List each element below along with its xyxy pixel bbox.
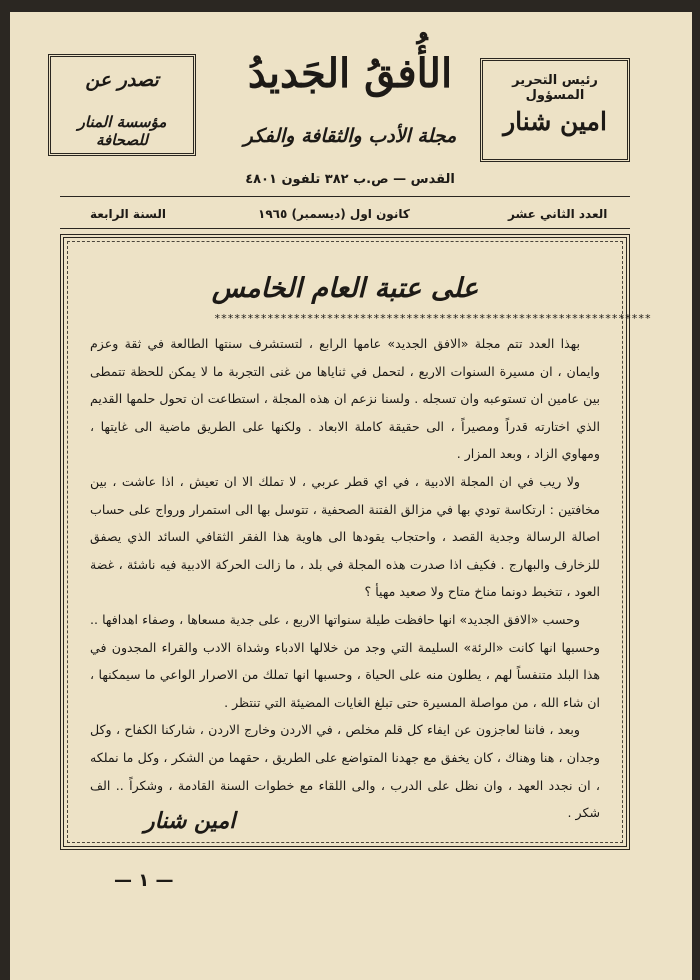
editorial-heading: على عتبة العام الخامس bbox=[211, 273, 479, 304]
magazine-subtitle: مجلة الأدب والثقافة والفكر bbox=[243, 125, 457, 147]
editor-role: رئيس التحرير المسؤول bbox=[512, 73, 598, 103]
issue-number: العدد الثاني عشر bbox=[508, 207, 608, 221]
editorial-body bbox=[90, 330, 600, 827]
paragraph: وحسب «الافق الجديد» انها حافظت طيلة سنواتها الاربع ، على جدية مسعاها ، وصفاء اهدافها .. وحسبها انها كانت «الرئة» السليمة التي وجد من خلالها الادباء وشداة الادب والقراء المجدون في هذا البلد متنفساً لهم ، يطلون منه على الحياة ، وحسبها انها تملك من الاصرار الواعي ما سيمكنها ، ان شاء الله ، من مواصلة المسيرة حتى تبلغ الغايات المضيئة التي تنتظر . bbox=[90, 611, 600, 710]
issue-date: كانون اول (ديسمبر) ١٩٦٥ bbox=[258, 207, 410, 221]
editorial-frame bbox=[60, 234, 652, 850]
paragraph: ولا ريب في ان المجلة الادبية ، في اي قطر عربي ، لا تملك الا ان تعيش ، اذا عاشت ، بين مخافتين : ارتكاسة تودي بها في مزالق الفتنة الصحفية ، تتوسل بها الى استمرار ورواج على حساب اصالة الرسالة وجدية القصد ، واحتجاب يقودها الى هاوية هذا الفقر الثقافي السائد الذي يصفق للزخارف والبهارج . فكيف اذا صدرت هذه المجلة في بلد ، ما زالت الحركة الادبية فيه ناشئة ، غضة العود ، تتخبط دونما مناخ متاح ولا صعيد مهيأ ؟ bbox=[90, 473, 600, 600]
editor-name: امين شنار bbox=[503, 107, 607, 136]
volume-year: السنة الرابعة bbox=[90, 207, 166, 221]
paragraph: بهذا العدد تتم مجلة «الافق الجديد» عامها الرابع ، لتستشرف سنتها الطالعة في ثقة وعزم وايمان ، ان مسيرة السنوات الاربع ، لتحمل في ثناياها من غنى التجربة ما لا يمكن للحظة تتمطى بين عامين ان تستوعبه وان تسجله . ولسنا نزعم ان هذه المجلة ، استطاعت ان تحول حلمها القديم الذي اختارته قدراً ومصيراً ، الى حقيقة كاملة الابعاد . ولكنها على الطريق ماضية الى غايتها ، ومهاوي الزاد ، وبعد المزار . bbox=[90, 336, 600, 462]
author-signature: امين شنار bbox=[144, 808, 236, 834]
magazine-page bbox=[10, 12, 692, 980]
star-divider: ****************************************************************** bbox=[214, 312, 652, 325]
magazine-address: القدس — ص.ب ٣٨٢ تلفون ٤٨٠١ bbox=[245, 172, 455, 187]
bottom-rule bbox=[60, 228, 630, 229]
magazine-title: الأُفقُ الجَديدُ bbox=[247, 50, 453, 97]
publisher-box bbox=[48, 54, 196, 156]
paragraph: وبعد ، فاننا لعاجزون عن ايفاء كل قلم مخلص ، في الاردن وخارج الاردن ، شاركنا الكفاح ، وكل وجدان ، هنا وهناك ، كان يخفق مع جهدنا المتواضع على الطريق ، حقهما من الشكر ، وكل ما نملكه ، ان نجدد العهد ، وان نظل على الدرب ، والى اللقاء مع خطوات السنة القادمة ، وشكراً .. الف شكر . bbox=[90, 722, 600, 821]
page-number: — ١ — bbox=[114, 870, 174, 891]
editor-box bbox=[480, 58, 630, 162]
publisher-line-2: مؤسسة المنار للصحافة bbox=[77, 113, 167, 149]
publisher-line-1: تصدر عن bbox=[85, 69, 159, 91]
top-rule bbox=[60, 196, 630, 197]
